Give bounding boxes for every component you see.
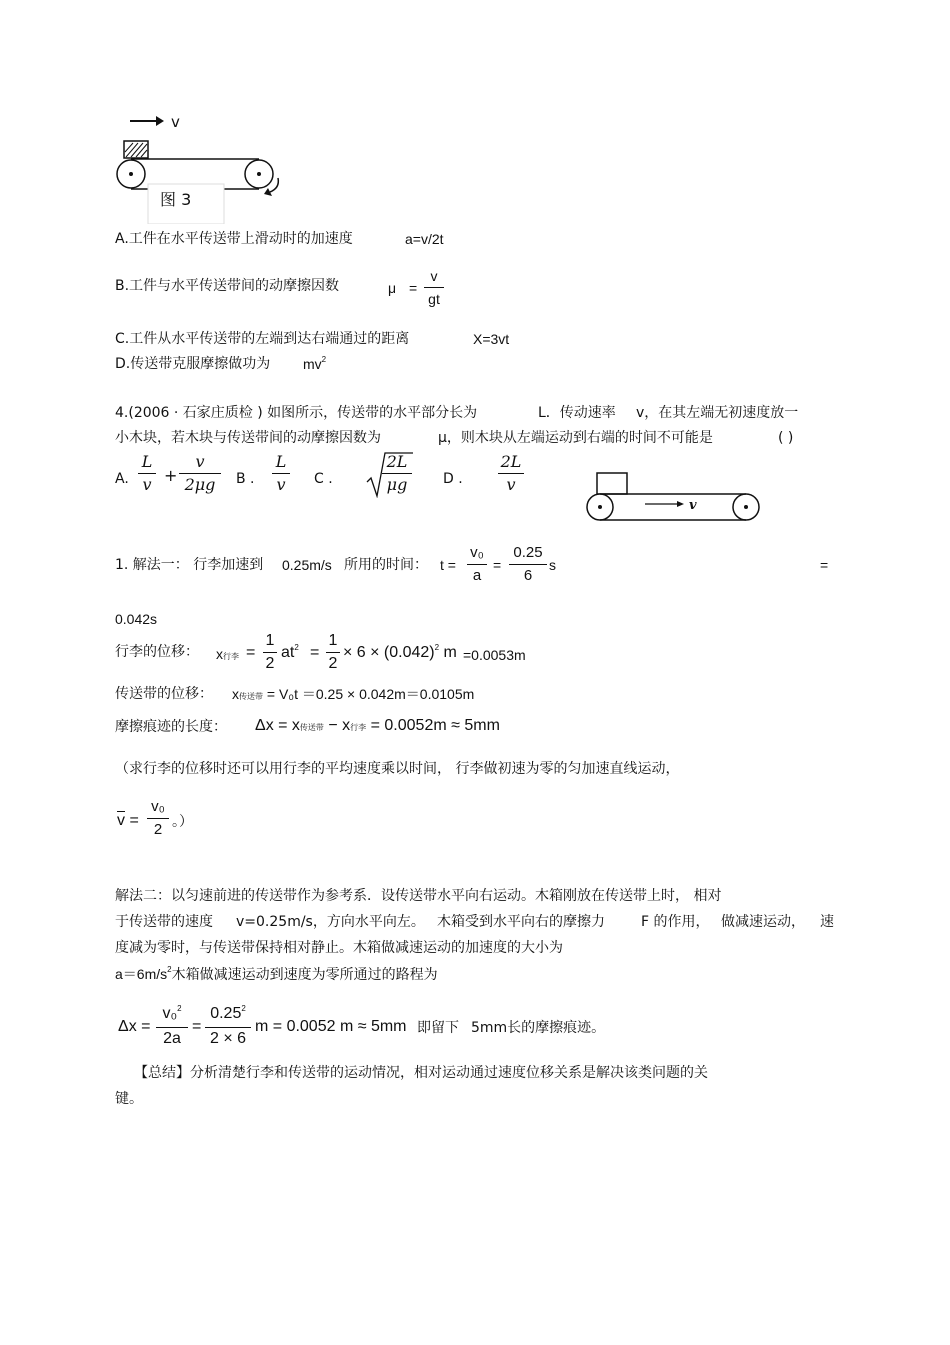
option-b-text: B.工件与水平传送带间的动摩擦因数 <box>115 278 340 294</box>
v-bar: v <box>117 812 125 829</box>
q4-line1-a: 4.(2006 · 石家庄质检 ) 如图所示，传送带的水平部分长为 <box>115 405 478 421</box>
method2-line2-b: v=0.25m/s，方向水平向左。 <box>236 914 425 930</box>
method2-result: m = 0.0052 m ≈ 5mm <box>255 1018 407 1035</box>
solution1-label: 1. 解法一： 行李加速到 <box>115 557 264 573</box>
num-value: 0.25 <box>210 1005 242 1022</box>
q4-option-d-fraction <box>498 452 524 495</box>
method2-line2-a: 于传送带的速度 <box>115 914 213 930</box>
solution1-time-label: 所用的时间： <box>344 557 428 573</box>
summary-line1: 【总结】分析清楚行李和传送带的运动情况，相对运动通过速度位移关系是解决该类问题的关 <box>134 1065 708 1081</box>
numerator: v <box>195 452 205 471</box>
average-v-end: 。） <box>172 814 193 830</box>
q4-line2-mu: μ，则木块从左端运动到右端的时间不可能是 <box>438 430 713 446</box>
numerator <box>205 1004 251 1026</box>
q4-option-b-fraction <box>272 452 290 495</box>
q4-option-a-label: A. <box>115 471 129 487</box>
luggage-at2 <box>281 644 299 664</box>
q4-option-a-plus: + <box>164 466 178 485</box>
option-b-equals: = <box>409 280 418 296</box>
figure-3-velocity-label: v <box>171 113 180 131</box>
method2-fraction2 <box>205 1004 251 1049</box>
v0: v₀ <box>162 1005 178 1022</box>
solution1-equals-right: = <box>820 557 829 573</box>
q4-line2-a: 小木块，若木块与传送带间的动摩擦因数为 <box>115 430 381 446</box>
numerator: L <box>141 452 153 471</box>
belt-equation: = V₀t ＝0.25 × 0.042m＝0.0105m <box>266 686 475 702</box>
method2-equals: = <box>192 1018 202 1035</box>
method2-line2-f: 速 <box>820 914 834 930</box>
subscript-belt: 传送带 <box>299 723 324 732</box>
option-b-mu: μ <box>388 280 397 296</box>
unit-m: m <box>443 644 457 661</box>
fraction-bar <box>382 473 412 474</box>
superscript: 2 <box>167 965 172 974</box>
denominator: 2a <box>163 1030 181 1047</box>
fraction-bar <box>156 1027 188 1028</box>
q4-option-a-fraction2 <box>179 452 221 495</box>
average-v-fraction <box>147 797 169 840</box>
denominator: a <box>472 567 482 584</box>
denominator: 2 <box>265 655 275 672</box>
luggage-displacement-x <box>216 645 239 666</box>
solution1-fraction2 <box>509 543 547 586</box>
option-c-text: C.工件从水平传送带的左端到达右端通过的距离 <box>115 331 410 347</box>
symbol-x: x <box>216 646 223 662</box>
option-d-superscript: 2 <box>321 355 327 364</box>
equals: = <box>129 812 139 829</box>
fraction-bar <box>147 818 169 819</box>
luggage-result: =0.0053m <box>463 647 526 663</box>
acceleration: a＝6m/s <box>115 966 168 982</box>
option-c-formula: X=3vt <box>473 331 510 347</box>
luggage-rest <box>343 644 457 664</box>
figure-3-caption: 图 3 <box>160 190 192 209</box>
option-b-numerator: v <box>430 268 438 284</box>
superscript: 2 <box>177 1004 182 1013</box>
solution1-equals: = <box>493 557 502 573</box>
method2-line4 <box>115 965 438 986</box>
denominator: 2μg <box>184 475 216 494</box>
luggage-displacement-label: 行李的位移： <box>115 644 199 660</box>
superscript: 2 <box>434 643 440 652</box>
trace-result: = 0.0052m ≈ 5mm <box>370 717 500 734</box>
method2-line2-c: 木箱受到水平向右的摩擦力 <box>437 914 605 930</box>
fraction-bar <box>205 1027 251 1028</box>
option-b-fraction <box>424 266 444 309</box>
denominator: v <box>276 475 286 494</box>
product-term: × 6 × (0.042) <box>343 644 435 661</box>
summary-line2: 键。 <box>115 1091 143 1107</box>
numerator: 1 <box>265 632 275 649</box>
subscript-luggage: 行李 <box>350 723 367 732</box>
fraction-bar <box>326 652 340 653</box>
trace-length-label: 摩擦痕迹的长度： <box>115 719 227 735</box>
belt-displacement-label: 传送带的位移： <box>115 686 213 702</box>
numerator: 2L <box>500 452 522 471</box>
solution1-fraction1 <box>467 543 487 586</box>
q4-figure-v-label: v <box>689 498 697 513</box>
superscript: 2 <box>241 1004 246 1013</box>
superscript: 2 <box>294 643 299 652</box>
option-d-text: D.传送带克服摩擦做功为 <box>115 356 271 372</box>
option-d-formula <box>303 355 326 376</box>
fraction-bar <box>263 652 277 653</box>
denominator: 2 <box>153 821 163 838</box>
figure-3-conveyor-diagram <box>110 108 290 224</box>
fraction-bar <box>467 564 487 565</box>
method2-line2-e: 做减速运动， <box>721 914 805 930</box>
denominator: 6 <box>523 567 533 584</box>
q4-option-a-fraction1 <box>138 452 156 495</box>
subscript: 行李 <box>223 652 239 661</box>
numerator: L <box>275 452 287 471</box>
fraction-bar <box>179 473 221 474</box>
fraction-bar <box>138 473 156 474</box>
numerator <box>156 1004 188 1026</box>
method2-line1: 解法二：以匀速前进的传送带作为参考系．设传送带水平向右运动。木箱刚放在传送带上时， 相对 <box>115 888 722 904</box>
method2-line2-d: F 的作用， <box>641 914 710 930</box>
luggage-eq1: = <box>246 644 256 661</box>
minus-x: − x <box>323 717 351 734</box>
luggage-half2 <box>326 631 340 674</box>
average-v-symbol <box>117 812 139 830</box>
numerator: v₀ <box>151 798 165 815</box>
numerator: 2L <box>386 452 408 471</box>
luggage-half1 <box>263 631 277 674</box>
method2-tail-a: 即留下 <box>417 1020 459 1036</box>
option-a-formula: a=v/2t <box>405 231 444 247</box>
note-line: （求行李的位移时还可以用行李的平均速度乘以时间， 行李做初速为零的匀加速直线运动， <box>115 761 680 777</box>
denominator: v <box>506 475 516 494</box>
symbol-x: x <box>232 686 239 702</box>
denominator: v <box>142 475 152 494</box>
q4-line1-L: L．传动速率 <box>538 405 616 421</box>
numerator: 0.25 <box>513 544 543 561</box>
denominator: 2 × 6 <box>209 1030 247 1047</box>
solution1-unit: s <box>549 557 556 573</box>
q4-answer-paren: ( ) <box>778 430 794 446</box>
fraction-bar <box>272 473 290 474</box>
subscript: 传送带 <box>239 692 263 701</box>
numerator: v₀ <box>470 544 484 561</box>
q4-conveyor-diagram <box>583 470 773 526</box>
luggage-eq2: = <box>310 644 320 661</box>
numerator: 1 <box>328 632 338 649</box>
belt-displacement-formula <box>232 685 474 706</box>
trace-length-formula <box>255 717 500 737</box>
method2-tail-b: 5mm长的摩擦痕迹。 <box>471 1020 606 1036</box>
method2-line4-text: 木箱做减速运动到速度为零所通过的路程为 <box>171 966 438 982</box>
q4-line1-v: v，在其左端无初速度放一 <box>636 405 799 421</box>
method2-line3: 度减为零时，与传送带保持相对静止。木箱做减速运动的加速度的大小为 <box>115 940 563 956</box>
method2-delta-x: Δx = <box>118 1018 151 1035</box>
fraction-bar <box>498 473 524 474</box>
denominator: μg <box>386 475 408 494</box>
option-d-mv: mv <box>303 356 322 372</box>
option-a-text: A.工件在水平传送带上滑动时的加速度 <box>115 231 353 247</box>
q4-option-b-label: B . <box>236 471 255 487</box>
fraction-bar <box>509 564 547 565</box>
denominator: 2 <box>328 655 338 672</box>
option-b-denominator: gt <box>428 291 440 307</box>
fraction-bar <box>424 287 444 288</box>
q4-option-d-label: D . <box>443 471 463 487</box>
solution1-speed: 0.25m/s <box>282 557 332 573</box>
q4-option-c-fraction <box>382 452 412 495</box>
at-term: at <box>281 644 295 661</box>
solution1-result: 0.042s <box>115 611 158 627</box>
delta-x: Δx = x <box>255 717 300 734</box>
q4-option-c-label: C . <box>314 471 333 487</box>
method2-fraction1 <box>156 1004 188 1049</box>
solution1-t: t = <box>440 557 456 573</box>
